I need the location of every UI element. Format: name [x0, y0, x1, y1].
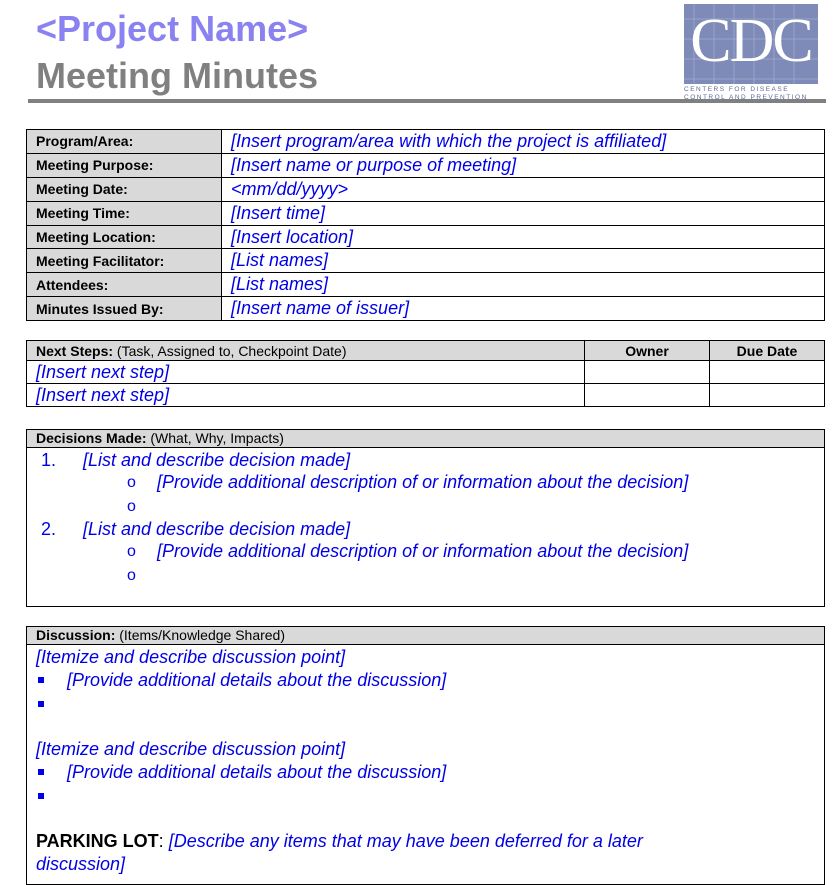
circle-bullet-icon: o	[127, 498, 136, 515]
info-value[interactable]: [Insert name of issuer]	[222, 297, 825, 321]
info-label: Meeting Date:	[27, 177, 222, 201]
parking-lot-line	[36, 831, 643, 852]
info-label: Attendees:	[27, 273, 222, 297]
next-steps-subtitle: (Task, Assigned to, Checkpoint Date)	[113, 342, 347, 359]
decision-detail[interactable]: [Provide additional description of or information about the decision]	[157, 541, 689, 561]
discussion-title: Discussion:	[36, 627, 116, 643]
due-date-cell[interactable]	[710, 384, 825, 407]
square-bullet-icon	[38, 701, 44, 707]
info-value[interactable]: [List names]	[222, 273, 825, 297]
table-row	[27, 297, 825, 321]
owner-cell[interactable]	[585, 361, 710, 384]
circle-bullet-icon: o	[127, 474, 136, 491]
info-label: Meeting Facilitator:	[27, 249, 222, 273]
cdc-logo-caption-2: CONTROL AND PREVENTION	[684, 94, 808, 101]
discussion-section	[26, 645, 825, 885]
discussion-subtitle: (Items/Knowledge Shared)	[115, 627, 285, 643]
meeting-minutes-title: Meeting Minutes	[36, 55, 319, 96]
table-row	[27, 273, 825, 297]
table-row	[27, 361, 825, 384]
parking-lot-label: PARKING LOT	[36, 831, 159, 851]
cdc-logo	[684, 4, 819, 100]
table-row	[27, 201, 825, 225]
discussion-detail[interactable]: [Provide additional details about the discussion]	[67, 670, 447, 690]
owner-cell[interactable]	[585, 384, 710, 407]
table-row	[27, 225, 825, 249]
cdc-logo-text: CDC	[690, 7, 812, 75]
decision-text[interactable]: [List and describe decision made]	[83, 519, 351, 539]
table-row	[27, 130, 825, 154]
table-row	[27, 177, 825, 201]
cdc-logo-caption-1: CENTERS FOR DISEASE	[684, 86, 790, 93]
discussion-point[interactable]: [Itemize and describe discussion point]	[36, 647, 346, 667]
parking-lot-text-continued[interactable]: discussion]	[36, 854, 126, 874]
info-value[interactable]: <mm/dd/yyyy>	[222, 177, 825, 201]
next-steps-title: Next Steps:	[36, 342, 114, 359]
square-bullet-icon	[38, 769, 44, 775]
decision-number: 1.	[41, 450, 57, 470]
discussion-header	[26, 626, 825, 645]
parking-lot-text[interactable]: [Describe any items that may have been deferred for a later	[168, 831, 643, 851]
owner-header: Owner	[585, 341, 710, 361]
next-step-item[interactable]: [Insert next step]	[27, 384, 585, 407]
project-name-title: <Project Name>	[36, 8, 309, 49]
discussion-point[interactable]: [Itemize and describe discussion point]	[36, 739, 346, 759]
table-row	[27, 384, 825, 407]
parking-lot-colon: :	[158, 831, 169, 851]
meeting-info-table	[26, 129, 825, 321]
due-date-header: Due Date	[710, 341, 825, 361]
circle-bullet-icon: o	[127, 543, 136, 560]
decisions-header	[26, 429, 825, 448]
info-value[interactable]: [Insert name or purpose of meeting]	[222, 153, 825, 177]
info-label: Minutes Issued By:	[27, 297, 222, 321]
next-steps-header	[27, 341, 585, 361]
next-steps-table	[26, 340, 825, 407]
info-label: Meeting Time:	[27, 201, 222, 225]
table-row	[27, 153, 825, 177]
decisions-subtitle: (What, Why, Impacts)	[146, 430, 284, 446]
circle-bullet-icon: o	[127, 567, 136, 584]
decision-text[interactable]: [List and describe decision made]	[83, 450, 351, 470]
square-bullet-icon	[38, 677, 44, 683]
next-step-item[interactable]: [Insert next step]	[27, 361, 585, 384]
info-value[interactable]: [Insert location]	[222, 225, 825, 249]
square-bullet-icon	[38, 793, 44, 799]
info-label: Program/Area:	[27, 130, 222, 154]
decisions-section	[26, 448, 825, 607]
decisions-title: Decisions Made:	[36, 430, 147, 446]
table-header-row	[27, 341, 825, 361]
info-label: Meeting Location:	[27, 225, 222, 249]
due-date-cell[interactable]	[710, 361, 825, 384]
decision-detail[interactable]: [Provide additional description of or information about the decision]	[157, 472, 689, 492]
info-value[interactable]: [Insert time]	[222, 201, 825, 225]
table-row	[27, 249, 825, 273]
info-value[interactable]: [Insert program/area with which the project is affiliated]	[222, 130, 825, 154]
cdc-logo-mark	[684, 4, 818, 84]
discussion-detail[interactable]: [Provide additional details about the discussion]	[67, 762, 447, 782]
info-value[interactable]: [List names]	[222, 249, 825, 273]
decision-number: 2.	[41, 519, 57, 539]
info-label: Meeting Purpose:	[27, 153, 222, 177]
